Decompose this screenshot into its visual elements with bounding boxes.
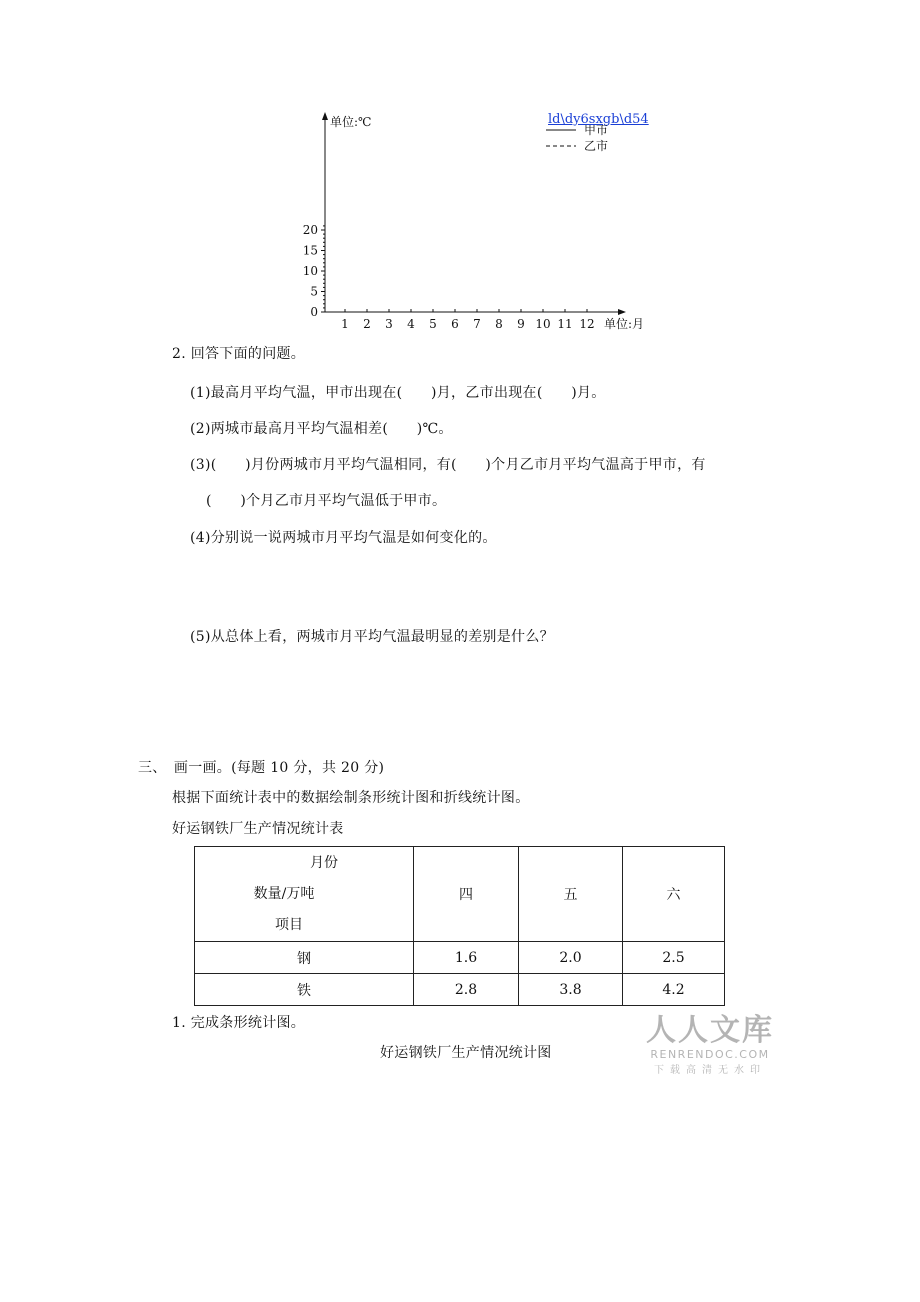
table-cell: 2.5 — [623, 942, 725, 974]
x-tick-label: 9 — [517, 317, 525, 331]
watermark-domain: RENRENDOC.COM — [650, 1048, 770, 1061]
watermark — [646, 1014, 774, 1076]
x-axis-label: 单位:月 — [604, 317, 645, 331]
row-label: 钢 — [195, 942, 414, 974]
table-cell: 2.0 — [519, 942, 623, 974]
bar-chart-title: 好运钢铁厂生产情况统计图 — [380, 1045, 552, 1061]
production-table — [194, 846, 725, 1006]
chart-axes — [303, 112, 626, 331]
question-4: (4)分别说一说两城市月平均气温是如何变化的。 — [190, 530, 497, 546]
y-axis-arrow — [322, 112, 328, 120]
table-row — [195, 974, 725, 1006]
x-tick-label: 1 — [341, 317, 349, 331]
header-month: 月份 — [310, 854, 338, 871]
table-header-corner — [195, 847, 414, 942]
x-tick-label: 6 — [451, 317, 459, 331]
header-item: 项目 — [275, 916, 303, 933]
section3-instruction: 根据下面统计表中的数据绘制条形统计图和折线统计图。 — [172, 790, 530, 806]
question-3-line2: ( )个月乙市月平均气温低于甲市。 — [206, 493, 447, 509]
column-header: 五 — [519, 847, 623, 942]
table-cell: 1.6 — [414, 942, 519, 974]
watermark-tagline: 下载高清无水印 — [654, 1065, 766, 1076]
y-tick-label: 5 — [310, 284, 318, 299]
header-unit: 数量/万吨 — [253, 885, 315, 902]
legend-label-jia: 甲市 — [584, 123, 609, 137]
table-cell: 3.8 — [519, 974, 623, 1006]
x-axis-arrow — [618, 309, 626, 315]
table-row — [195, 942, 725, 974]
x-tick-label: 3 — [385, 317, 393, 331]
x-tick-label: 4 — [407, 317, 415, 331]
x-tick-label: 10 — [535, 317, 551, 331]
column-header: 六 — [623, 847, 725, 942]
x-tick-label: 11 — [557, 317, 573, 331]
task-1: 1. 完成条形统计图。 — [172, 1015, 306, 1031]
y-tick-label: 20 — [302, 223, 318, 237]
y-axis-label: 单位:℃ — [330, 115, 372, 129]
section2-heading: 2. 回答下面的问题。 — [172, 346, 306, 362]
temperature-line-chart — [300, 104, 645, 336]
x-tick-label: 12 — [579, 317, 595, 331]
legend-label-yi: 乙市 — [584, 139, 609, 153]
chart-link[interactable]: ld\dy6sxgb\d54 — [548, 112, 649, 127]
question-2: (2)两城市最高月平均气温相差( )℃。 — [190, 421, 453, 437]
x-tick-label: 7 — [473, 317, 481, 331]
x-tick-label: 8 — [495, 317, 503, 331]
table-title: 好运钢铁厂生产情况统计表 — [172, 821, 344, 837]
y-tick-label: 0 — [310, 305, 318, 319]
question-3-line1: (3)( )月份两城市月平均气温相同，有( )个月乙市月平均气温高于甲市，有 — [190, 457, 706, 473]
table-cell: 4.2 — [623, 974, 725, 1006]
row-label: 铁 — [195, 974, 414, 1006]
y-tick-label: 10 — [302, 264, 318, 278]
question-5: (5)从总体上看，两城市月平均气温最明显的差别是什么？ — [190, 629, 554, 645]
section3-heading: 三、 画一画。(每题 10 分，共 20 分) — [138, 760, 385, 776]
x-tick-label: 2 — [363, 317, 371, 331]
question-1: (1)最高月平均气温，甲市出现在( )月，乙市出现在( )月。 — [190, 385, 606, 401]
column-header: 四 — [414, 847, 519, 942]
x-tick-label: 5 — [429, 317, 437, 331]
watermark-logo-text: 人人文库 — [646, 1013, 774, 1048]
chart-legend — [546, 123, 608, 153]
y-tick-label: 15 — [302, 243, 318, 258]
table-cell: 2.8 — [414, 974, 519, 1006]
